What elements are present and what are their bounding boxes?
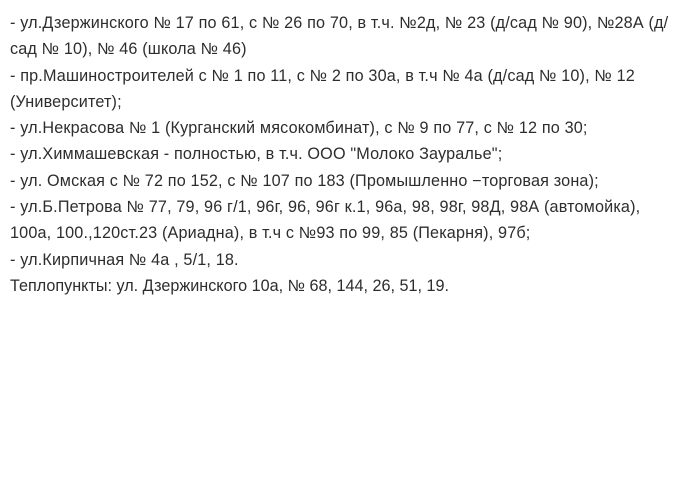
text-paragraph: - ул.Кирпичная № 4а , 5/1, 18.	[10, 250, 239, 269]
text-paragraph: - пр.Машиностроителей с № 1 по 11, с № 2 по 30а, в т.ч № 4а (д/сад № 10), № 12 (Университет);	[10, 66, 640, 111]
heat-points-line: Теплопункты: ул. Дзержинского 10а, № 68, 144, 26, 51, 19.	[10, 276, 449, 295]
text-paragraph: - ул. Омская с № 72 по 152, с № 107 по 183 (Промышленно −торговая зона);	[10, 171, 599, 190]
text-paragraph: - ул.Б.Петрова № 77, 79, 96 г/1, 96г, 96, 96г к.1, 96а, 98, 98г, 98Д, 98А (автомойка), 100а, 100.,120ст.23 (Ариадна), в т.ч с №93 по 99, 85 (Пекарня), 97б;	[10, 198, 645, 243]
text-paragraph: - ул.Дзержинского № 17 по 61, с № 26 по 70, в т.ч. №2д, № 23 (д/сад № 90), №28А (д/сад № 10), № 46 (школа № 46)	[10, 14, 669, 59]
text-paragraph: - ул.Некрасова № 1 (Курганский мясокомбинат), с № 9 по 77, с № 12 по 30;	[10, 119, 588, 138]
text-paragraph: - ул.Химмашевская - полностью, в т.ч. ООО "Молоко Зауралье";	[10, 145, 503, 164]
